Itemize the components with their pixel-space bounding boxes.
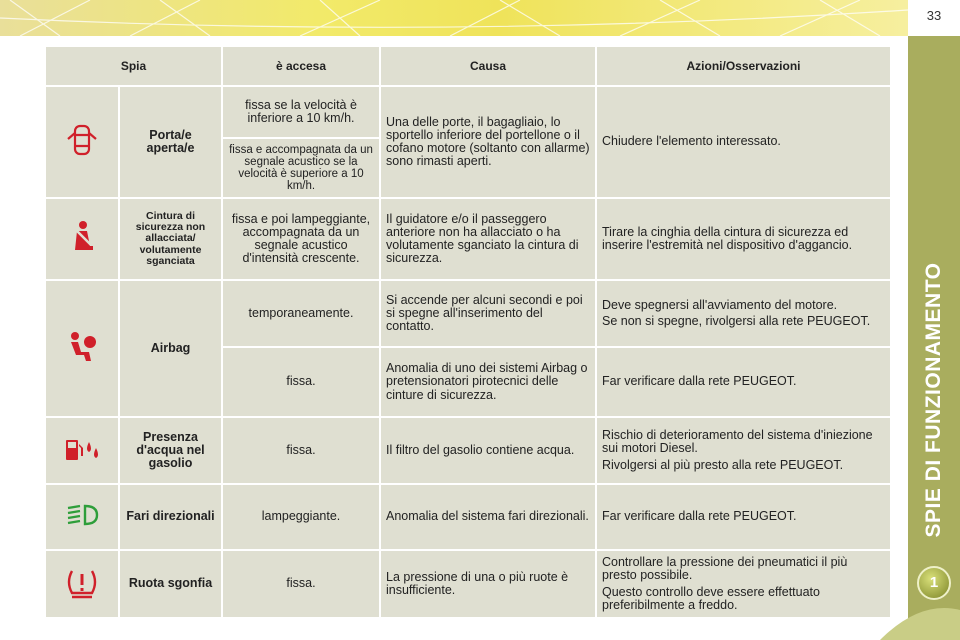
light-cause: Anomalia del sistema fari direzionali. (381, 485, 595, 549)
tyre-pressure-icon (63, 563, 101, 601)
light-cause: Il guidatore e/o il passeggero anteriore non ha allacciato o ha volutamente sganciato la cintura di sicurezza. (381, 199, 595, 279)
icon-cell (46, 418, 118, 483)
page-number: 33 (926, 8, 942, 23)
icon-cell (46, 551, 118, 617)
table-row (46, 418, 890, 483)
table-row (46, 199, 890, 279)
action-line: Deve spegnersi all'avviamento del motore. (602, 297, 838, 312)
action-line: Controllare la pressione dei pneumatici il più presto possibile. (602, 555, 848, 583)
light-action: Far verificare dalla rete PEUGEOT. (597, 348, 890, 416)
light-state: fissa e poi lampeggiante, accompagnata da un segnale acustico d'intensità crescente. (223, 199, 379, 279)
table-header-row (46, 47, 890, 85)
light-action (597, 418, 890, 483)
light-name: Ruota sgonfia (120, 551, 221, 617)
light-state: fissa. (223, 348, 379, 416)
header-spia: Spia (46, 47, 221, 85)
table-row (46, 485, 890, 549)
light-cause: La pressione di una o più ruote è insufficiente. (381, 551, 595, 617)
light-state: fissa se la velocità è inferiore a 10 km/h. (223, 87, 379, 137)
light-cause: Una delle porte, il bagagliaio, lo sportello inferiore del portellone o il cofano motore (soltanto con allarme) sono rimasti aperti. (381, 87, 595, 197)
light-cause: Il filtro del gasolio contiene acqua. (381, 418, 595, 483)
light-name: Presenza d'acqua nel gasolio (120, 418, 221, 483)
light-cause: Anomalia di uno dei sistemi Airbag o pretensionatori pirotecnici delle cinture di sicurezza. (381, 348, 595, 416)
section-title: SPIE DI FUNZIONAMENTO (922, 262, 945, 538)
light-state: fissa. (223, 551, 379, 617)
header-causa: Causa (381, 47, 595, 85)
decorative-wave (880, 600, 960, 640)
light-name: Porta/e aperta/e (120, 87, 221, 197)
water-in-diesel-icon (63, 430, 101, 468)
action-line: Questo controllo deve essere effettuato preferibilmente a freddo. (602, 584, 820, 612)
decorative-lines (0, 0, 908, 36)
light-state: temporaneamente. (223, 281, 379, 346)
icon-cell (46, 199, 118, 279)
open-door-icon (63, 121, 101, 159)
headlight-icon (63, 496, 101, 534)
light-action: Chiudere l'elemento interessato. (597, 87, 890, 197)
light-action: Far verificare dalla rete PEUGEOT. (597, 485, 890, 549)
light-name: Fari direzionali (120, 485, 221, 549)
light-action (597, 551, 890, 617)
chapter-badge: 1 (917, 566, 951, 600)
action-line: Rischio di deterioramento del sistema d'iniezione sui motori Diesel. (602, 428, 873, 456)
light-action (597, 281, 890, 346)
airbag-icon (63, 328, 101, 366)
light-state: fissa e accompagnata da un segnale acustico se la velocità è superiore a 10 km/h. (223, 139, 379, 197)
seatbelt-icon (63, 218, 101, 256)
icon-cell (46, 485, 118, 549)
light-state: fissa. (223, 418, 379, 483)
header-azioni: Azioni/Osservazioni (597, 47, 890, 85)
header-accesa: è accesa (223, 47, 379, 85)
light-action: Tirare la cinghia della cintura di sicurezza ed inserire l'estremità nel dispositivo d'aggancio. (597, 199, 890, 279)
action-line: Rivolgersi al più presto alla rete PEUGEOT. (602, 457, 844, 472)
warning-lights-table (44, 45, 892, 619)
light-cause: Si accende per alcuni secondi e poi si spegne all'inserimento del contatto. (381, 281, 595, 346)
table-row (46, 551, 890, 617)
icon-cell (46, 281, 118, 416)
table-row (46, 87, 890, 137)
light-name: Cintura di sicurezza non allacciata/ volutamente sganciata (120, 199, 221, 279)
action-line: Se non si spegne, rivolgersi alla rete PEUGEOT. (602, 314, 871, 328)
light-name: Airbag (120, 281, 221, 416)
light-state: lampeggiante. (223, 485, 379, 549)
table-row (46, 281, 890, 346)
decorative-header-band (0, 0, 908, 36)
icon-cell (46, 87, 118, 197)
